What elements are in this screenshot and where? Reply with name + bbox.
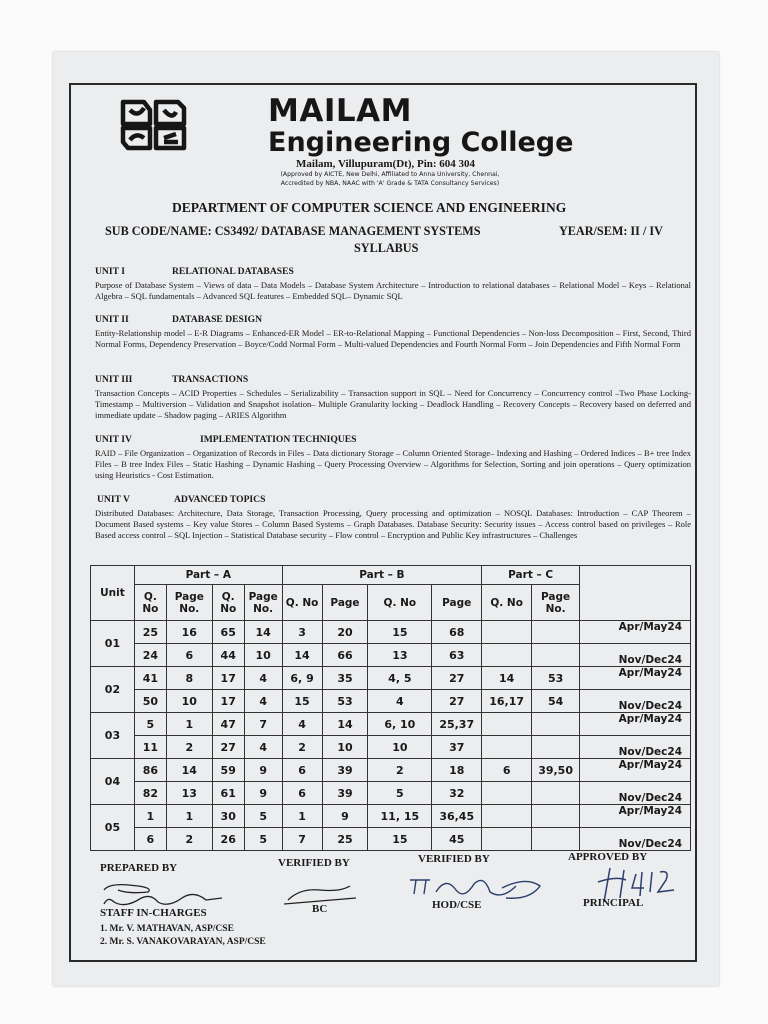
staff-member-2: 2. Mr. S. VANAKOVARAYAN, ASP/CSE (100, 937, 266, 947)
staff-member-1: 1. Mr. V. MATHAVAN, ASP/CSE (100, 924, 234, 934)
table-cell: 6 (282, 782, 322, 805)
table-cell: 82 (134, 782, 166, 805)
table-cell: 50 (134, 690, 166, 713)
pageno-header: Page No. (166, 585, 212, 621)
table-cell (532, 782, 580, 805)
table-cell (532, 736, 580, 759)
unit-cell: 05 (91, 805, 135, 851)
table-row (91, 690, 691, 713)
approval-line2: Accredited by NBA, NAAC with 'A' Grade & TATA Consultancy Services) (280, 179, 500, 187)
table-cell: 68 (432, 621, 482, 644)
college-name-line1: MAILAM (268, 93, 412, 129)
unit-1-title: RELATIONAL DATABASES (172, 266, 294, 277)
table-cell: 6 (134, 828, 166, 851)
table-cell (532, 621, 580, 644)
table-cell: 5 (368, 782, 432, 805)
unit-3-label: UNIT III (95, 374, 133, 385)
page-header: Page (432, 585, 482, 621)
table-cell: 54 (532, 690, 580, 713)
qno-header: Q. No (212, 585, 244, 621)
qno-header: Q. No (368, 585, 432, 621)
table-cell: 6 (482, 759, 532, 782)
college-name (268, 93, 574, 158)
table-cell: 5 (244, 828, 282, 851)
table-cell (482, 828, 532, 851)
table-cell: 59 (212, 759, 244, 782)
unit-2-label: UNIT II (95, 314, 129, 325)
table-cell: 7 (244, 713, 282, 736)
qno-header: Q. No (482, 585, 532, 621)
table-cell: 4 (368, 690, 432, 713)
table-cell: 1 (166, 805, 212, 828)
table-cell: 1 (134, 805, 166, 828)
col-unit-header: Unit (91, 566, 135, 621)
qno-header: Q. No (282, 585, 322, 621)
table-cell (482, 713, 532, 736)
table-cell: 47 (212, 713, 244, 736)
unit-1-content: Purpose of Database System – Views of data – Data Models – Database System Architecture – Introduction to relational databases – Relational Model – Keys – Relational Algebra – SQL fundamentals – Advanced SQL features – Embedded SQL– Dynamic SQL (95, 280, 691, 301)
table-cell: 1 (166, 713, 212, 736)
table-row (91, 667, 691, 690)
table-cell: 39 (322, 782, 368, 805)
table-cell: 6 (282, 759, 322, 782)
table-cell: 9 (322, 805, 368, 828)
college-logo-icon (120, 98, 198, 152)
table-cell: 27 (432, 667, 482, 690)
table-cell: 25 (134, 621, 166, 644)
session-cell: Apr/May24 (580, 621, 691, 644)
table-cell: 86 (134, 759, 166, 782)
table-cell: 5 (244, 805, 282, 828)
table-cell: 10 (368, 736, 432, 759)
table-cell: 13 (368, 644, 432, 667)
table-cell: 6, 10 (368, 713, 432, 736)
table-cell: 10 (244, 644, 282, 667)
session-cell: Apr/May24 (580, 805, 691, 828)
table-cell: 16,17 (482, 690, 532, 713)
table-cell: 18 (432, 759, 482, 782)
table-row (91, 805, 691, 828)
table-row (91, 621, 691, 644)
table-cell: 1 (282, 805, 322, 828)
table-cell: 14 (282, 644, 322, 667)
unit-cell: 04 (91, 759, 135, 805)
unit-4-title: IMPLEMENTATION TECHNIQUES (200, 434, 357, 445)
table-cell: 6 (166, 644, 212, 667)
staff-in-charges-label: STAFF IN-CHARGES (100, 907, 207, 919)
table-cell: 9 (244, 759, 282, 782)
table-cell: 65 (212, 621, 244, 644)
table-row (91, 828, 691, 851)
unit-5-content: Distributed Databases: Architecture, Data Storage, Transaction Processing, Query processing and optimization – NOSQL Databases: Introduction – CAP Theorem – Document Based systems – Key value Stores – Column Based Systems – Graph Databases. Database Security: Security issues – Access control based on privileges – Role Based access control – SQL Injection – Statistical Database security – Flow control – Encryption and Public Key infrastructures – Challenges (95, 508, 691, 540)
table-cell: 2 (166, 736, 212, 759)
table-cell (482, 736, 532, 759)
part-a-header: Part – A (134, 566, 282, 585)
table-cell (482, 782, 532, 805)
table-cell: 2 (166, 828, 212, 851)
table-cell: 7 (282, 828, 322, 851)
approved-by-label: APPROVED BY (568, 851, 648, 863)
table-row (91, 759, 691, 782)
table-cell: 30 (212, 805, 244, 828)
table-cell: 4 (244, 667, 282, 690)
table-cell: 3 (282, 621, 322, 644)
table-cell: 14 (244, 621, 282, 644)
unit-2-content: Entity-Relationship model – E-R Diagrams – Enhanced-ER Model – ER-to-Relational Mapping – Functional Dependencies – Non-loss Decomposition – First, Second, Third Normal Forms, Dependency Preservation – Boyce/Codd Normal Form – Multi-valued Dependencies and Fourth Normal Form – Join Dependencies and Fifth Normal Form (95, 328, 691, 349)
table-cell: 15 (368, 621, 432, 644)
table-cell (482, 621, 532, 644)
table-cell: 10 (166, 690, 212, 713)
table-cell: 10 (322, 736, 368, 759)
unit-cell: 01 (91, 621, 135, 667)
table-cell: 27 (432, 690, 482, 713)
table-cell: 44 (212, 644, 244, 667)
part-c-header: Part – C (482, 566, 580, 585)
table-cell (532, 644, 580, 667)
table-cell: 17 (212, 690, 244, 713)
session-cell: Nov/Dec24 (580, 736, 691, 759)
approval-note (250, 171, 530, 189)
table-cell: 20 (322, 621, 368, 644)
table-cell: 6, 9 (282, 667, 322, 690)
unit-4-label: UNIT IV (95, 434, 132, 445)
table-cell: 37 (432, 736, 482, 759)
bc-label: BC (312, 903, 328, 915)
principal-label: PRINCIPAL (583, 897, 644, 909)
table-cell: 39,50 (532, 759, 580, 782)
table-cell: 4, 5 (368, 667, 432, 690)
unit-5-title: ADVANCED TOPICS (174, 494, 266, 505)
prepared-by-label: PREPARED BY (100, 862, 178, 874)
unit-1-label: UNIT I (95, 266, 125, 277)
table-row (91, 644, 691, 667)
table-cell: 14 (482, 667, 532, 690)
college-address: Mailam, Villupuram(Dt), Pin: 604 304 (296, 158, 476, 170)
table-cell: 4 (244, 736, 282, 759)
table-cell: 32 (432, 782, 482, 805)
table-cell: 61 (212, 782, 244, 805)
question-reference-table (90, 565, 691, 851)
unit-3-content: Transaction Concepts – ACID Properties – Schedules – Serializability – Transaction support in SQL – Need for Concurrency – Concurrency control –Two Phase Locking- Timestamp – Multiversion – Validation and Snapshot isolation– Multiple Granularity locking – Deadlock Handling – Recovery Concepts – Recovery based on deferred and immediate update – Shadow paging – ARIES Algorithm (95, 388, 691, 420)
pageno-header: Page No. (244, 585, 282, 621)
table-row (91, 736, 691, 759)
table-row (91, 713, 691, 736)
table-cell: 63 (432, 644, 482, 667)
table-cell (532, 805, 580, 828)
table-cell: 5 (134, 713, 166, 736)
table-cell: 24 (134, 644, 166, 667)
year-semester: YEAR/SEM: II / IV (559, 224, 663, 238)
session-header (580, 566, 691, 621)
table-cell: 15 (368, 828, 432, 851)
unit-cell: 03 (91, 713, 135, 759)
table-cell (532, 828, 580, 851)
table-cell: 16 (166, 621, 212, 644)
session-cell: Apr/May24 (580, 759, 691, 782)
table-cell (532, 713, 580, 736)
hod-label: HOD/CSE (432, 899, 482, 911)
unit-2-title: DATABASE DESIGN (172, 314, 263, 325)
table-cell: 14 (322, 713, 368, 736)
verified-by-hod-label: VERIFIED BY (418, 853, 490, 865)
table-cell: 13 (166, 782, 212, 805)
department-heading: DEPARTMENT OF COMPUTER SCIENCE AND ENGINEERING (172, 200, 567, 215)
session-cell: Nov/Dec24 (580, 782, 691, 805)
table-row (91, 782, 691, 805)
session-cell: Nov/Dec24 (580, 828, 691, 851)
subject-code-name: SUB CODE/NAME: CS3492/ DATABASE MANAGEMENT SYSTEMS (105, 224, 481, 238)
table-cell: 27 (212, 736, 244, 759)
syllabus-heading: SYLLABUS (354, 241, 419, 255)
table-cell: 4 (282, 713, 322, 736)
unit-cell: 02 (91, 667, 135, 713)
pageno-header: Page No. (532, 585, 580, 621)
table-cell: 25,37 (432, 713, 482, 736)
table-cell (482, 805, 532, 828)
table-cell: 17 (212, 667, 244, 690)
unit-5-label: UNIT V (97, 494, 130, 505)
approval-line1: (Approved by AICTE, New Delhi, Affiliated to Anna University, Chennai, (280, 171, 500, 178)
table-cell: 66 (322, 644, 368, 667)
part-b-header: Part – B (282, 566, 482, 585)
table-cell: 36,45 (432, 805, 482, 828)
table-cell: 25 (322, 828, 368, 851)
table-cell: 53 (322, 690, 368, 713)
table-cell: 35 (322, 667, 368, 690)
page-header: Page (322, 585, 368, 621)
table-cell: 39 (322, 759, 368, 782)
table-cell: 26 (212, 828, 244, 851)
session-cell: Nov/Dec24 (580, 690, 691, 713)
table-cell: 11 (134, 736, 166, 759)
table-cell (482, 644, 532, 667)
verified-by-bc-label: VERIFIED BY (278, 857, 350, 869)
unit-4-content: RAID – File Organization – Organization of Records in Files – Data dictionary Storage – Column Oriented Storage– Indexing and Hashing – Ordered Indices – B+ tree Index Files – B tree Index Files – Static Hashing – Dynamic Hashing – Query Processing Overview – Algorithms for Selection, Sorting and join operations – Query optimization using Heuristics - Cost Estimation. (95, 448, 691, 480)
session-cell: Apr/May24 (580, 713, 691, 736)
college-name-line2: Engineering College (268, 127, 574, 158)
table-cell: 9 (244, 782, 282, 805)
session-cell: Nov/Dec24 (580, 644, 691, 667)
table-cell: 45 (432, 828, 482, 851)
table-cell: 2 (282, 736, 322, 759)
table-cell: 11, 15 (368, 805, 432, 828)
table-cell: 8 (166, 667, 212, 690)
table-cell: 14 (166, 759, 212, 782)
table-cell: 15 (282, 690, 322, 713)
unit-3-title: TRANSACTIONS (172, 374, 249, 385)
table-cell: 41 (134, 667, 166, 690)
qno-header: Q. No (134, 585, 166, 621)
table-cell: 2 (368, 759, 432, 782)
table-cell: 4 (244, 690, 282, 713)
session-cell: Apr/May24 (580, 667, 691, 690)
table-cell: 53 (532, 667, 580, 690)
